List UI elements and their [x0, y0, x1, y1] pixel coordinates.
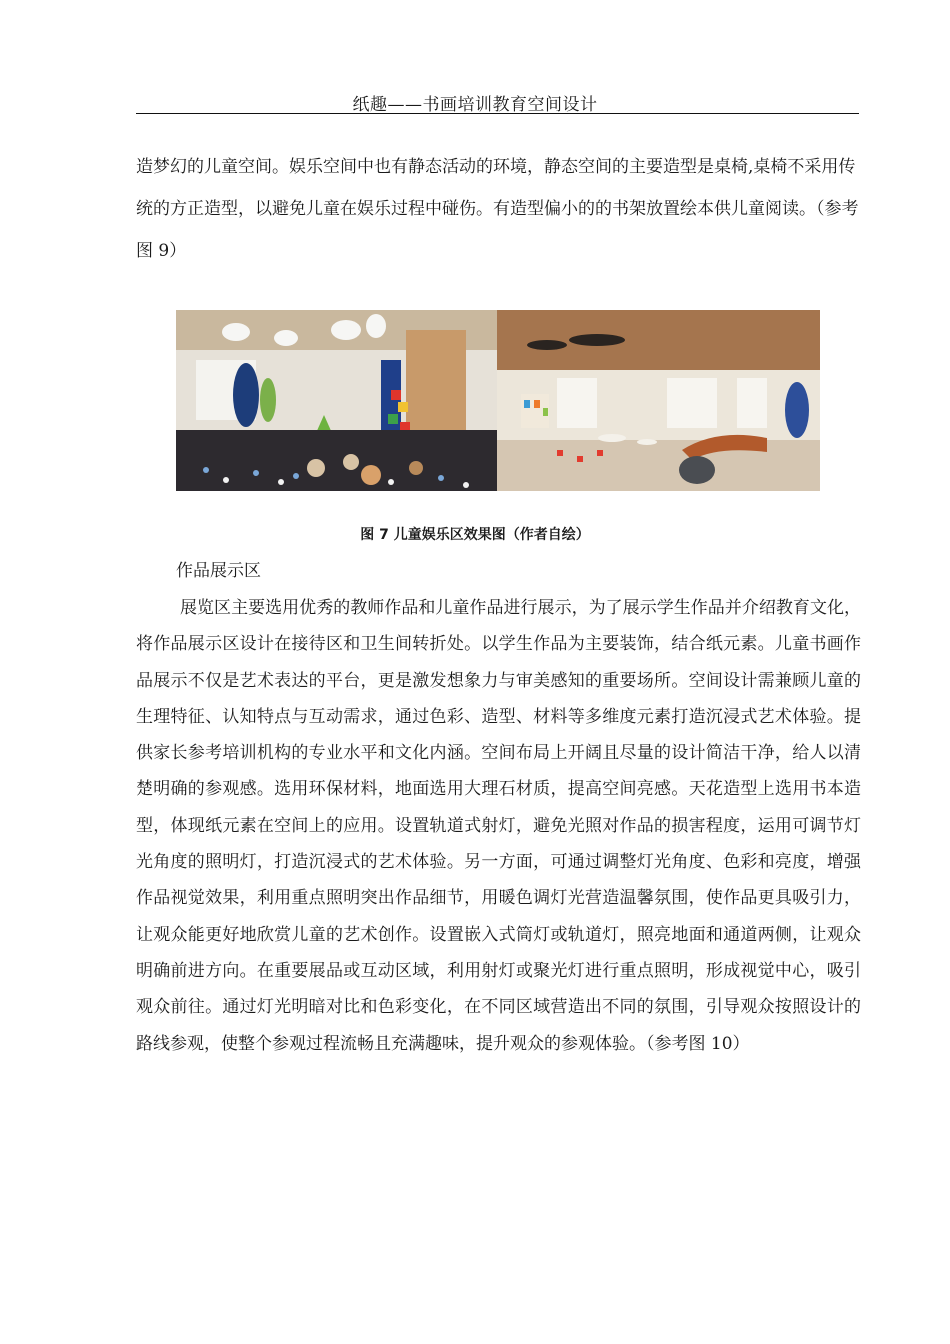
intro-paragraph: 造梦幻的儿童空间。娱乐空间中也有静态活动的环境，静态空间的主要造型是桌椅,桌椅不采用传统的方正造型，以避免儿童在娱乐过程中碰伤。有造型偏小的的书架放置绘本供儿童阅读。（参考图 9）	[136, 157, 859, 261]
figure-children-play-area	[176, 310, 820, 491]
header-divider	[136, 113, 859, 114]
children-play-area-render-right	[497, 310, 820, 491]
section-heading: 作品展示区	[176, 561, 261, 581]
page-header-title: 纸趣——书画培训教育空间设计	[352, 95, 598, 115]
section-body-paragraph: 展览区主要选用优秀的教师作品和儿童作品进行展示，为了展示学生作品并介绍教育文化，将作品展示区设计在接待区和卫生间转折处。以学生作品为主要装饰，结合纸元素。儿童书画作品展示不仅是艺术表达的平台，更是激发想象力与审美感知的重要场所。空间设计需兼顾儿童的生理特征、认知特点与互动需求，通过色彩、造型、材料等多维度元素打造沉浸式艺术体验。提供家长参考培训机构的专业水平和文化内涵。空间布局上开阔且尽量的设计简洁干净，给人以清楚明确的参观感。选用环保材料，地面选用大理石材质，提高空间亮感。天花造型上选用书本造型，体现纸元素在空间上的应用。设置轨道式射灯，避免光照对作品的损害程度，运用可调节灯光角度的照明灯，打造沉浸式的艺术体验。另一方面，可通过调整灯光角度、色彩和亮度，增强作品视觉效果，利用重点照明突出作品细节，用暖色调灯光营造温馨氛围，使作品更具吸引力，让观众能更好地欣赏儿童的艺术创作。设置嵌入式筒灯或轨道灯，照亮地面和通道两侧，让观众明确前进方向。在重要展品或互动区域，利用射灯或聚光灯进行重点照明，形成视觉中心，吸引观众前往。通过灯光明暗对比和色彩变化，在不同区域营造出不同的氛围，引导观众按照设计的路线参观，使整个参观过程流畅且充满趣味，提升观众的参观体验。（参考图 10）	[136, 598, 861, 1054]
children-play-area-render-left	[176, 310, 497, 491]
figure-caption: 图 7 儿童娱乐区效果图（作者自绘）	[360, 527, 590, 543]
